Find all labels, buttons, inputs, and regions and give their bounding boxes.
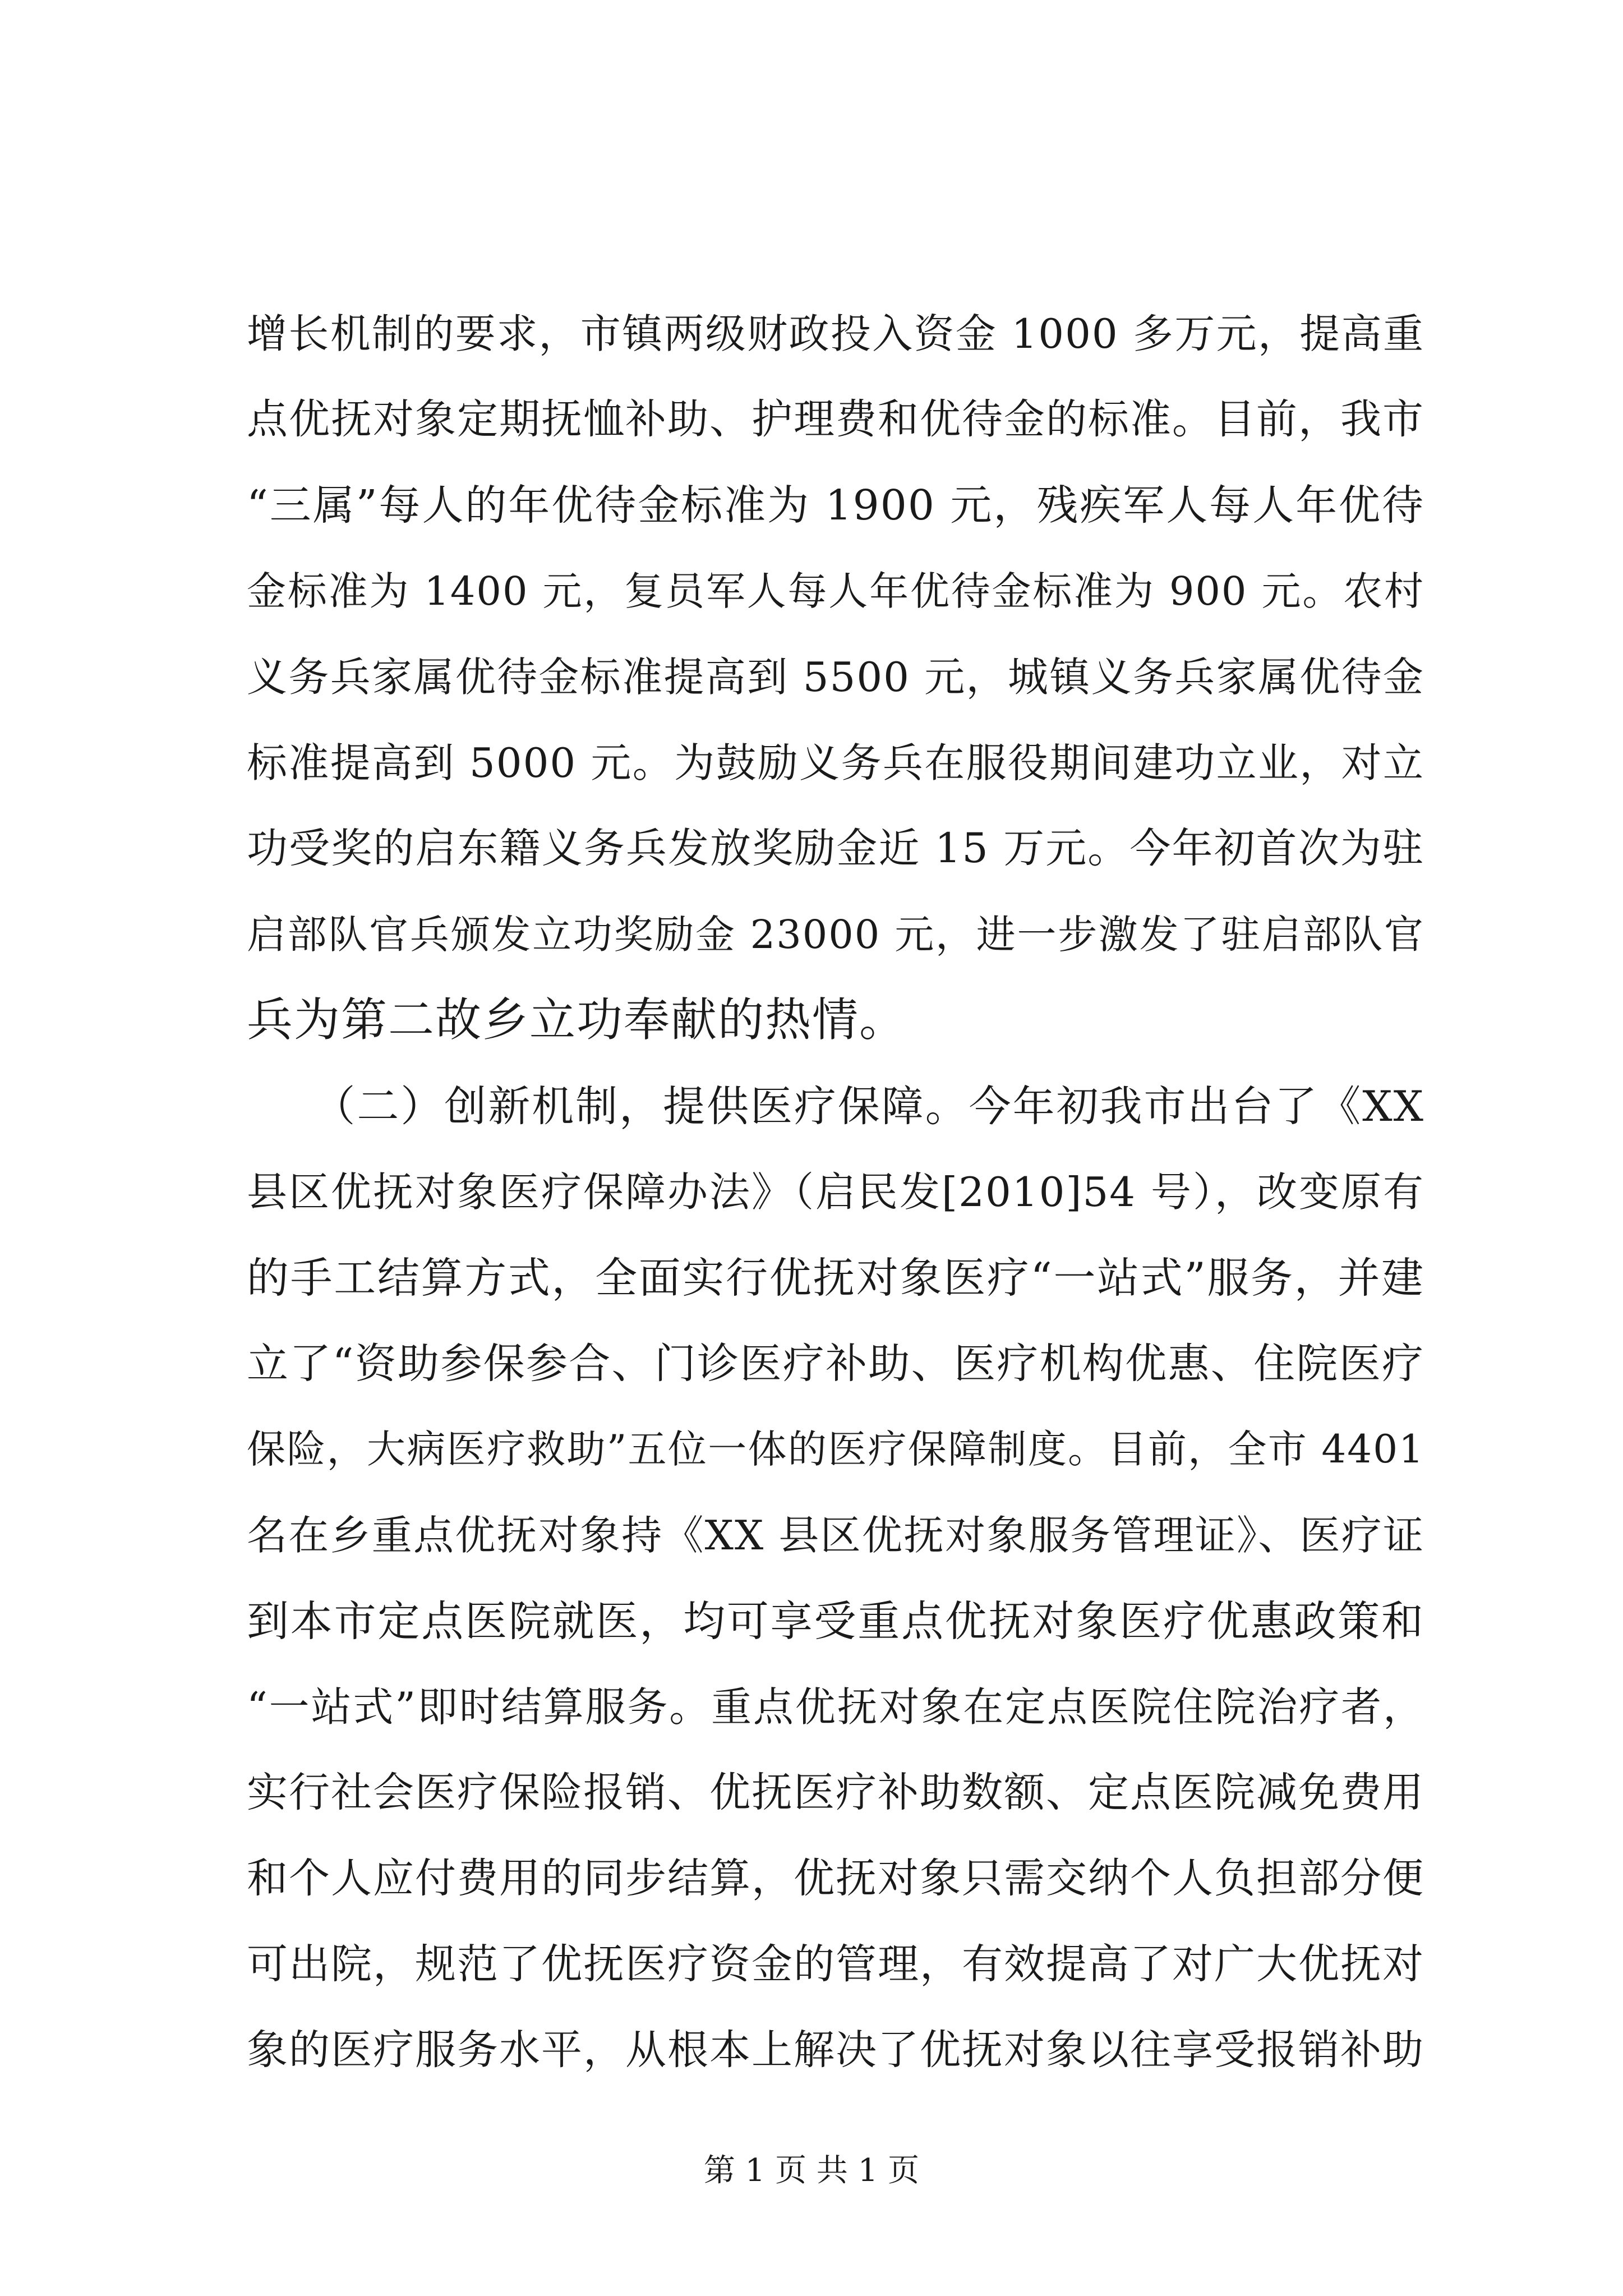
text-line: 县区优抚对象医疗保障办法》（启民发[2010]54 号），改变原有 <box>247 1168 1424 1216</box>
text-line: 保险，大病医疗救助”五位一体的医疗保障制度。目前，全市 4401 <box>247 1427 1424 1472</box>
text-line: 和个人应付费用的同步结算，优抚对象只需交纳个人负担部分便 <box>247 1855 1424 1902</box>
text-line: 金标准为 1400 元，复员军人每人年优待金标准为 900 元。农村 <box>247 568 1424 614</box>
text-line: 可出院，规范了优抚医疗资金的管理，有效提高了对广大优抚对 <box>247 1940 1424 1988</box>
text-line: 实行社会医疗保险报销、优抚医疗补助数额、定点医院减免费用 <box>247 1769 1424 1816</box>
text-line: 的手工结算方式，全面实行优抚对象医疗“一站式”服务，并建 <box>247 1253 1424 1303</box>
page-footer: 第 1 页 共 1 页 <box>703 2152 920 2189</box>
text-line: 功受奖的启东籍义务兵发放奖励金近 15 万元。今年初首次为驻 <box>247 825 1424 872</box>
text-line: 兵为第二故乡立功奉献的热情。 <box>247 993 907 1047</box>
text-line: “三属”每人的年优待金标准为 1900 元，残疾军人每人年优待 <box>247 481 1424 530</box>
text-line: 到本市定点医院就医，均可享受重点优抚对象医疗优惠政策和 <box>247 1596 1424 1646</box>
text-line: 标准提高到 5000 元。为鼓励义务兵在服役期间建功立业，对立 <box>247 739 1424 786</box>
text-line: “一站式”即时结算服务。重点优抚对象在定点医院住院治疗者， <box>247 1683 1424 1731</box>
text-line: 象的医疗服务水平，从根本上解决了优抚对象以往享受报销补助 <box>247 2026 1424 2074</box>
text-line: 名在乡重点优抚对象持《XX 县区优抚对象服务管理证》、医疗证 <box>247 1512 1424 1559</box>
text-line: 增长机制的要求，市镇两级财政投入资金 1000 多万元，提高重 <box>247 310 1424 357</box>
text-line: 立了“资助参保参合、门诊医疗补助、医疗机构优惠、住院医疗 <box>247 1340 1424 1388</box>
text-line: 义务兵家属优待金标准提高到 5500 元，城镇义务兵家属优待金 <box>247 654 1424 701</box>
text-line: （二）创新机制，提供医疗保障。今年初我市出台了《XX <box>247 1082 1424 1131</box>
text-line: 点优抚对象定期抚恤补助、护理费和优待金的标准。目前，我市 <box>247 395 1424 443</box>
text-line: 启部队官兵颁发立功奖励金 23000 元，进一步激发了驻启部队官 <box>247 912 1424 958</box>
